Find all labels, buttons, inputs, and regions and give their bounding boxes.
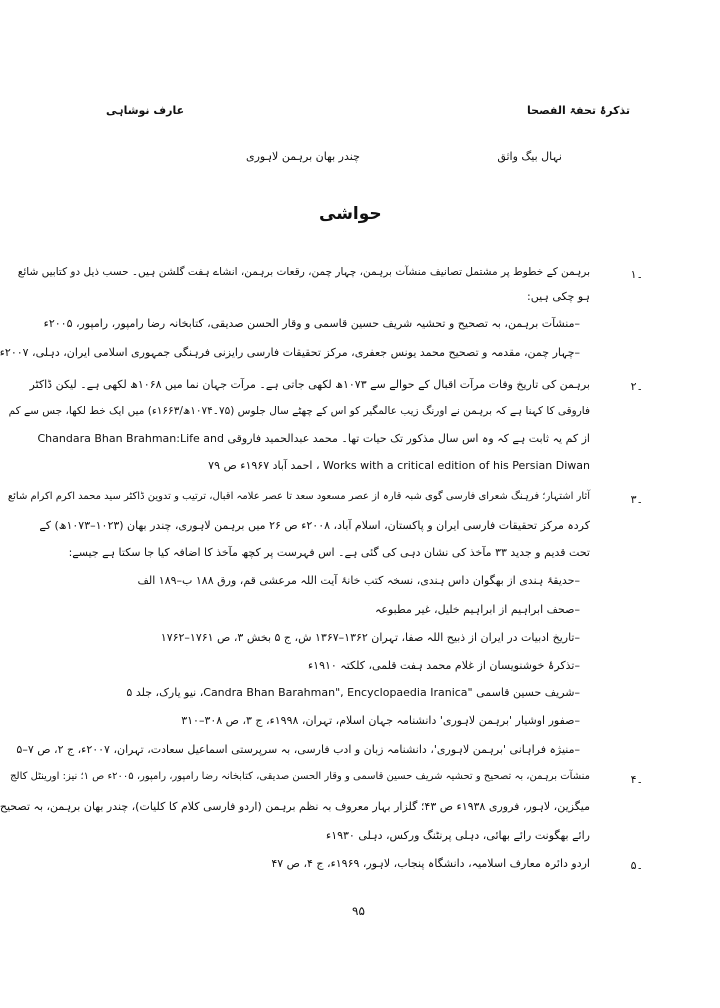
note-1-line-3: –منشآت برہمن، بہ تصحیح و تحشیہ شریف حسین قاسمی و وقار الحسن صدیقی، کتابخانہ رضا رامپور، رامپور، ۲۰۰۵ء: [43, 317, 580, 330]
running-title-left: عارف نوشاہی: [106, 104, 185, 117]
note-4-line-1: منشآت برہمن، بہ تصحیح و تحشیہ شریف حسین قاسمی و وقار الحسن صدیقی، کتابخانہ رضا رامپور، رامپور، ۲۰۰۵ء ص ۱؛ نیز: اورینٹل کالج: [10, 771, 590, 782]
note-2-number: ۲۔: [630, 380, 643, 393]
note-1-line-1: برہمن کے خطوط پر مشتمل تصانیف منشآت برہمن، چہار چمن، رقعات برہمن، انشاے ہفت گلشن ہیں۔ حسب ذیل دو کتابیں شائع: [17, 266, 590, 278]
note-2-line-3: از کم یہ ثابت ہے کہ وہ اس سال مذکور تک حیات تھا۔ محمد عبدالحمید فاروقی Chandara Bhan Brahman:Life and: [37, 432, 590, 445]
note-2-line-2: فاروقی کا کہنا ہے کہ برہمن نے اورنگ زیب عالمگیر کو اس کے چھٹے سال جلوس (۷۵۔۱۰۷۴ھ/۱۶۶۳ء) میں ایک خط لکھا، جس سے کم: [8, 405, 590, 417]
note-4-line-3: رائے بھگونت رائے بھائی، دہلی پرنٹنگ ورکس، دہلی ۱۹۳۰ء: [326, 829, 590, 842]
note-3-line-5: –صحف ابراہیم از ابراہیم خلیل، غیر مطبوعہ: [374, 603, 580, 616]
note-3-line-2: کردہ مرکز تحقیقات فارسی ایران و پاکستان، اسلام آباد، ۲۰۰۸ء ص ۲۶ میں برہمن لاہوری، چندر بھان (۱۰۲۳–۱۰۷۳ھ) کے: [39, 519, 590, 532]
note-3-line-10: –منیژہ فراہانی 'برہمن لاہوری'، دانشنامہ زبان و ادب فارسی، بہ سرپرستی اسماعیل سعادت، تہران، ۲۰۰۷ء، ج ۲، ص ۷–۵: [16, 743, 580, 756]
running-title-right: تذکرۂ تحفۃ الفصحا: [527, 104, 630, 117]
note-3-line-8: –شریف حسین قاسمی "Candra Bhan Barahman", Encyclopaedia Iranica، نیو یارک، جلد ۵: [126, 686, 580, 699]
author-name: نہال بیگ واثق: [497, 150, 562, 163]
note-4-number: ۴۔: [630, 773, 643, 786]
note-5-number: ۵۔: [630, 859, 643, 872]
note-3-line-3: تحت قدیم و جدید ۳۳ مآخذ کی نشان دہی کی گئی ہے۔ اس فہرست پر کچھ مآخذ کا اضافہ کیا جا سکتا ہے جیسے:: [68, 546, 590, 559]
note-1-number: ۱۔: [630, 268, 643, 281]
note-3-number: ۳۔: [630, 493, 643, 506]
note-1-line-2: ہو چکی ہیں:: [526, 290, 590, 303]
note-3-line-1: آثار اشتہار؛ فرہنگ شعرای فارسی گوی شبہ قارہ از عصر مسعود سعد تا عصر علامہ اقبال، ترتیب و تدوین ڈاکٹر سید محمد اکرم اکرام شائع: [7, 491, 590, 502]
note-3-line-6: –تاریخ ادبیات در ایران از ذبیح اللہ صفا، تہران ۱۳۶۲–۱۳۶۷ ش، ج ۵ بخش ۳، ص ۱۷۶۱–۱۷۶۲: [160, 631, 580, 644]
note-2-line-4: Works with a critical edition of his Persian Diwan ، احمد آباد ۱۹۶۷ء ص ۷۹: [208, 459, 590, 472]
page-number: ۹۵: [352, 904, 365, 918]
note-5-line-1: اردو دائرہ معارف اسلامیہ، دانشگاہ پنجاب، لاہور، ۱۹۶۹ء، ج ۴، ص ۴۷: [271, 857, 590, 870]
note-3-line-4: –حدیقۂ ہندی از بھگوان داس ہندی، نسخہ کتب خانۂ آیت اللہ مرعشی قم، ورق ۱۸۸ ب–۱۸۹ الف: [137, 574, 580, 587]
section-title: حواشی: [319, 204, 382, 224]
note-4-line-2: میگزین، لاہور، فروری ۱۹۳۸ء ص ۴۳؛ گلزار بہار معروف بہ نظم برہمن (اردو فارسی کلام کا کلیات)، چندر بھان برہمن، بہ تصحیح: [0, 800, 590, 813]
subject-name: چندر بھان برہمن لاہوری: [246, 150, 360, 163]
note-2-line-1: برہمن کی تاریخ وفات مرآت اقبال کے حوالے سے ۱۰۷۳ھ لکھی جاتی ہے۔ مرآت جہان نما میں ۱۰۶۸ھ لکھی ہے۔ لیکن ڈاکٹر: [29, 378, 590, 391]
note-3-line-9: –صفور اوشیار 'برہمن لاہوری' دانشنامہ جہان اسلام، تہران، ۱۹۹۸ء، ج ۳، ص ۳۰۸–۳۱۰: [181, 714, 580, 727]
note-3-line-7: –تذکرۂ خوشنویسان از غلام محمد ہفت قلمی، کلکتہ ۱۹۱۰ء: [307, 659, 580, 672]
note-1-line-4: –چہار چمن، مقدمہ و تصحیح محمد یونس جعفری، مرکز تحقیقات فارسی رایزنی فرہنگی جمہوری اسلامی ایران، دہلی، ۲۰۰۷ء: [0, 346, 580, 359]
